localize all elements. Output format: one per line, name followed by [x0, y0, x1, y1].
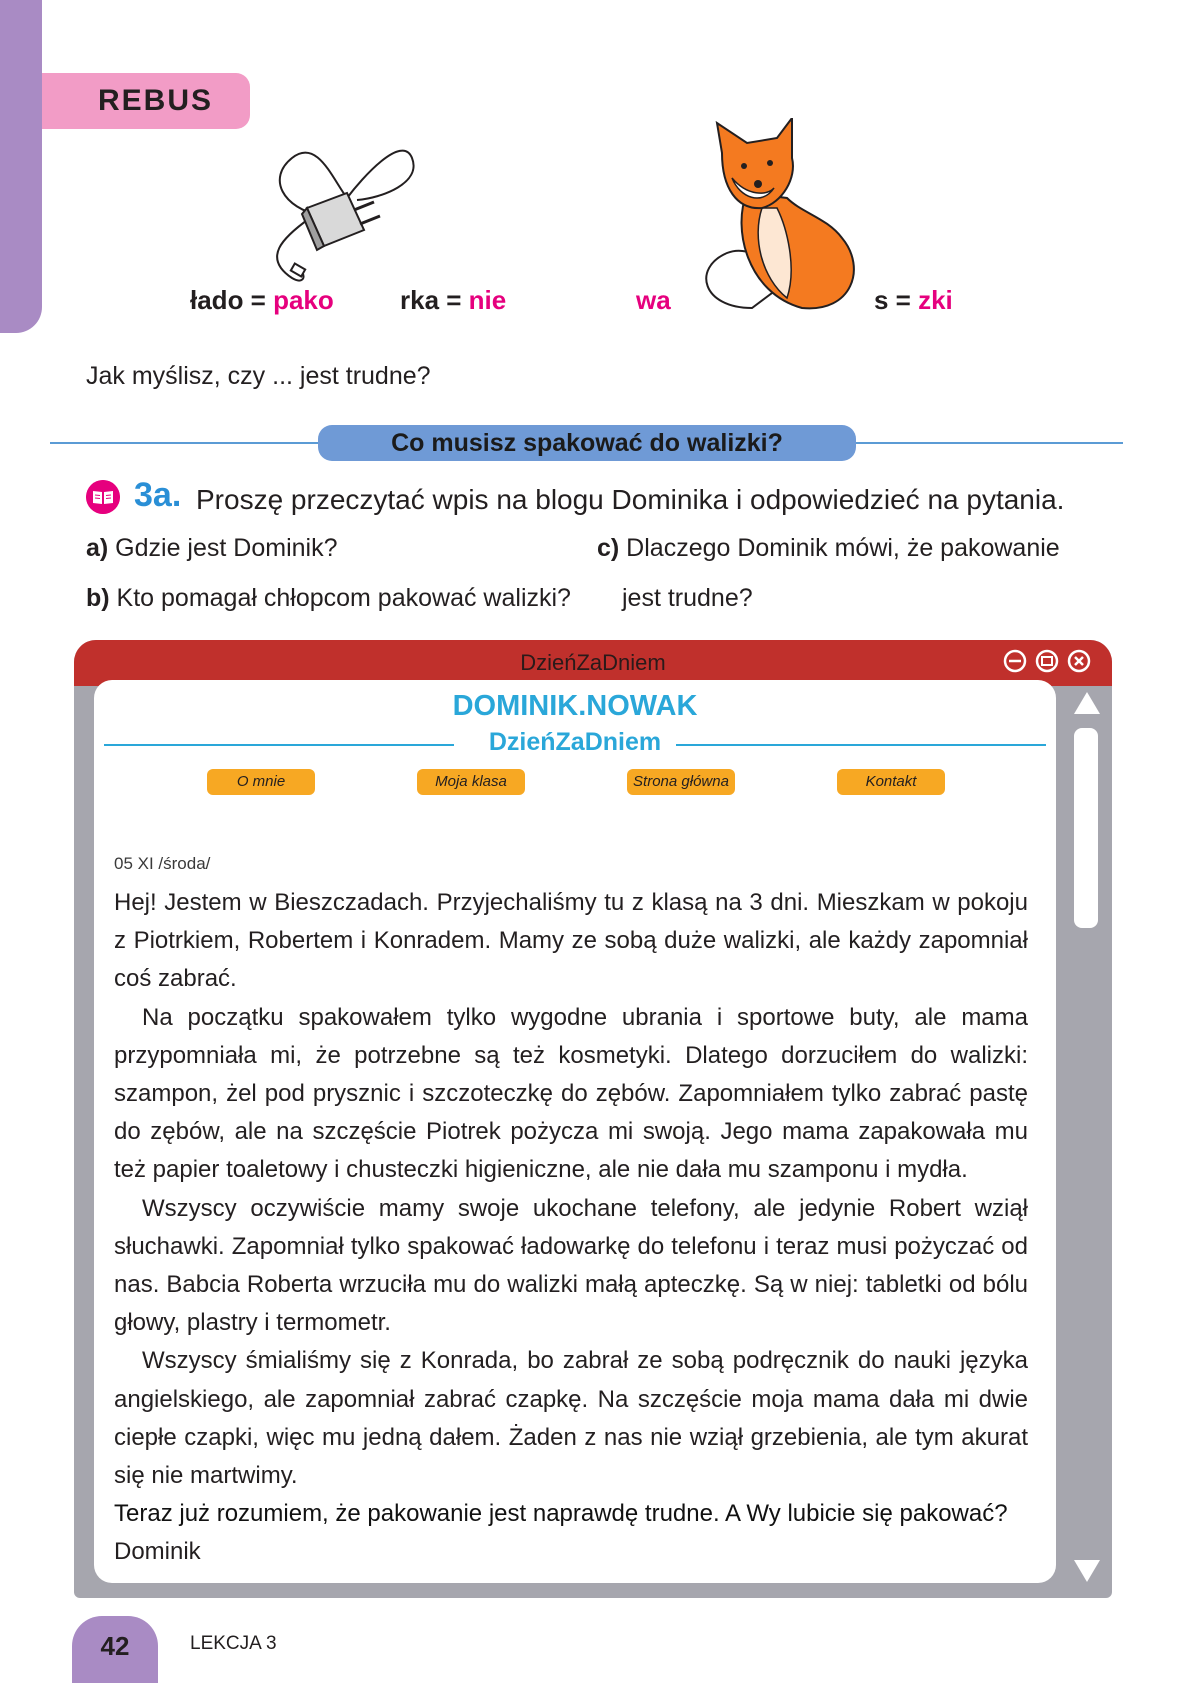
minimize-icon[interactable] — [1002, 648, 1028, 674]
maximize-icon[interactable] — [1034, 648, 1060, 674]
question-a-label: a) — [86, 534, 109, 562]
post-paragraph-5: Teraz już rozumiem, że pakowanie jest naprawdę trudne. A Wy lubicie się pakować? — [114, 1500, 1008, 1528]
blog-name: DOMINIK.NOWAK — [452, 690, 698, 722]
charger-illustration — [262, 138, 418, 284]
question-c-label: c) — [597, 534, 620, 562]
nav-contact-button[interactable]: Kontakt — [837, 769, 945, 795]
scroll-down-arrow-icon[interactable] — [1072, 1556, 1102, 1586]
question-a-text: Gdzie jest Dominik? — [108, 534, 338, 562]
question-b-label: b) — [86, 584, 110, 612]
rebus-item-1 — [190, 285, 334, 316]
rebus-question: Jak myślisz, czy ... jest trudne? — [86, 362, 431, 390]
exercise-instruction: Proszę przeczytać wpis na blogu Dominika i odpowiedzieć na pytania. — [196, 484, 1065, 515]
nav-about-button[interactable]: O mnie — [207, 769, 315, 795]
post-signature: Dominik — [114, 1538, 201, 1566]
question-b — [86, 584, 571, 613]
fox-illustration — [692, 118, 862, 318]
rebus-item-2 — [400, 285, 506, 316]
scrollbar-thumb[interactable] — [1074, 728, 1098, 928]
reading-book-icon — [86, 480, 120, 514]
scroll-up-arrow-icon[interactable] — [1072, 688, 1102, 718]
window-buttons — [1002, 648, 1092, 674]
post-paragraph-3: Wszyscy oczywiście mamy swoje ukochane telefony, ale jedynie Robert wziął słuchawki. Zapomniał tylko spakować ładowarkę do telefonu i teraz musi pożyczać od nas. Babcia Roberta wrzuciła mu do walizki małą apteczkę. Są w niej: tabletki od bólu głowy, plastry i termometr. — [114, 1194, 1028, 1337]
nav-class-button[interactable]: Moja klasa — [417, 769, 525, 795]
lesson-label: LEKCJA 3 — [190, 1633, 277, 1654]
blog-content — [94, 680, 1056, 1583]
rebus-item-2-left: rka = — [400, 285, 469, 315]
exercise-number: 3a. — [134, 476, 182, 514]
post-paragraph-1: Hej! Jestem w Bieszczadach. Przyjechaliśmy tu z klasą na 3 dni. Mieszkam w pokoju z Piotrkiem, Robertem i Konradem. Mamy ze sobą duże walizki, ale każdy zapomniał coś zabrać. — [114, 889, 1028, 993]
page-number: 42 — [72, 1616, 158, 1683]
question-c-continued: jest trudne? — [622, 584, 753, 612]
post-paragraph-4: Wszyscy śmialiśmy się z Konrada, bo zabrał ze sobą podręcznik do nauki języka angielskiego, ale zapomniał zabrać czapkę. Na szczęście moja mama dała mi dwie ciepłe czapki, więc mu jedną dałem. Żaden z nas nie wziął grzebienia, ale tym akurat się nie martwimy. — [114, 1347, 1028, 1490]
question-a — [86, 534, 337, 563]
blog-subtitle: DzieńZaDniem — [488, 728, 662, 756]
blog-window — [74, 640, 1112, 1598]
question-b-text: Kto pomagał chłopcom pakować walizki? — [109, 584, 571, 612]
post-paragraph-2: Na początku spakowałem tylko wygodne ubrania i sportowe buty, ale mama przypomniała mi, że potrzebne są też kosmetyki. Dlatego dorzuciłem do walizki: szampon, żel pod prysznic i szczoteczkę do zębów. Zapomniałem tylko zabrać pastę do zębów, ale na szczęście Piotrek pożycza mi swoją. Jego mama zapakowała mu też papier toaletowy i chusteczki higieniczne, ale nie dała mu szamponu i mydła. — [114, 1003, 1028, 1184]
side-color-tab — [0, 0, 42, 333]
question-c — [597, 534, 1060, 563]
rebus-item-2-right: nie — [468, 285, 507, 315]
rebus-item-4-right: zki — [918, 285, 953, 315]
section-title: Co musisz spakować do walizki? — [318, 425, 856, 461]
rebus-item-4 — [874, 285, 953, 316]
nav-home-button[interactable]: Strona główna — [627, 769, 735, 795]
rebus-item-3: wa — [636, 285, 671, 315]
rebus-label: REBUS — [42, 73, 250, 129]
rebus-item-1-right: pako — [273, 285, 334, 315]
window-title: DzieńZaDniem — [520, 650, 666, 675]
question-c-text: Dlaczego Dominik mówi, że pakowanie — [619, 534, 1060, 562]
post-date: 05 XI /środa/ — [114, 854, 211, 873]
rebus-item-1-left: łado = — [190, 285, 274, 315]
rebus-item-4-left: s = — [874, 285, 919, 315]
post-body — [114, 884, 1028, 1572]
close-icon[interactable] — [1066, 648, 1092, 674]
